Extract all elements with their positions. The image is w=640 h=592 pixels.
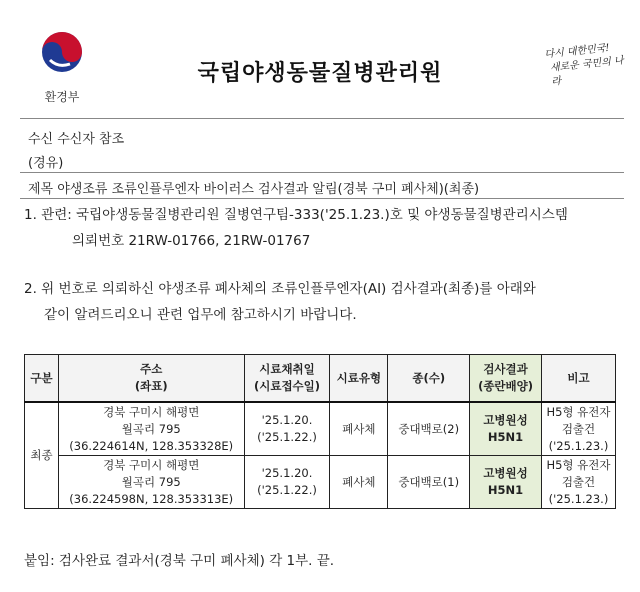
subject-line: 제목 야생조류 조류인플루엔자 바이러스 검사결과 알림(경북 구미 폐사체)(최종): [28, 182, 480, 197]
header-result: [470, 355, 542, 403]
address-cell: [58, 456, 244, 509]
header-address: [58, 355, 244, 403]
sample-type-cell: 폐사체: [330, 456, 388, 509]
note-date: ('25.1.23.): [548, 491, 609, 506]
logo-text: 환경부: [44, 90, 80, 104]
header-address-label: 주소: [140, 362, 163, 376]
table-row: [25, 402, 616, 456]
address-cell: [58, 402, 244, 456]
table-header-row: [25, 355, 616, 403]
date-cell: [244, 456, 330, 509]
note-line: 검출건: [561, 421, 596, 436]
sampling-date: '25.1.20.: [261, 466, 313, 480]
notice-paragraph: [24, 276, 630, 328]
note-cell: [541, 456, 615, 509]
notice-line-2: 같이 알려드리오니 관련 업무에 참고하시기 바랍니다.: [44, 307, 357, 323]
result-subtype: H5N1: [487, 430, 524, 444]
receipt-date: ('25.1.22.): [257, 430, 317, 444]
result-cell: [470, 402, 542, 456]
header-category: 구분: [25, 355, 59, 403]
subject-bottom-divider: [20, 198, 624, 199]
header-sampling-label: 시료채취일: [259, 362, 315, 376]
slogan-signature: [544, 40, 632, 93]
results-table: [24, 354, 616, 509]
note-line: H5형 유전자: [546, 457, 611, 472]
category-cell: 최종: [25, 402, 59, 509]
address-line: 경북 구미시 해평면: [103, 404, 200, 419]
notice-line-1: 2. 위 번호로 의뢰하신 야생조류 폐사체의 조류인플루엔자(AI) 검사결과(최종)를 아래와: [24, 281, 536, 297]
coordinates: (36.224614N, 128.353328E): [69, 438, 234, 453]
receipt-date: ('25.1.22.): [257, 483, 317, 497]
header-note: 비고: [541, 355, 615, 403]
sample-type-cell: 폐사체: [330, 402, 388, 456]
header-sample-type: 시료유형: [330, 355, 388, 403]
date-cell: [244, 402, 330, 456]
slogan-line-1: 다시 대한민국!: [544, 42, 610, 61]
result-pathogenicity: 고병원성: [483, 466, 528, 480]
sampling-date: '25.1.20.: [261, 413, 313, 427]
address-line: 월곡리 795: [121, 421, 181, 436]
header-sampling-date: [244, 355, 330, 403]
result-cell: [470, 456, 542, 509]
attachment-line: 붙임: 검사완료 결과서(경북 구미 폐사체) 각 1부. 끝.: [24, 553, 335, 569]
header-species: 종(수): [388, 355, 470, 403]
related-paragraph: [24, 202, 630, 254]
related-line-2: 의뢰번호 21RW-01766, 21RW-01767: [72, 233, 311, 249]
result-pathogenicity: 고병원성: [483, 413, 528, 427]
note-date: ('25.1.23.): [548, 438, 609, 453]
address-line: 경북 구미시 해평면: [103, 457, 200, 472]
recipient-line: 수신 수신자 참조: [28, 132, 125, 147]
header-receipt-label: (시료접수일): [253, 379, 321, 393]
header-divider: [20, 118, 624, 119]
header-result-label: 검사결과: [483, 362, 528, 376]
note-line: 검출건: [561, 474, 596, 489]
subject-top-divider: [20, 172, 624, 173]
address-line: 월곡리 795: [121, 474, 181, 489]
coordinates: (36.224598N, 128.353313E): [69, 491, 234, 506]
organization-title: 국립야생동물질병관리원: [197, 61, 443, 86]
header-culture-label: (종란배양): [478, 379, 534, 393]
species-cell: 중대백로(2): [388, 402, 470, 456]
header-coordinate-label: (좌표): [134, 379, 168, 393]
via-line: (경유): [28, 156, 64, 171]
note-cell: [541, 402, 615, 456]
note-line: H5형 유전자: [546, 404, 611, 419]
table-row: [25, 456, 616, 509]
related-line-1: 1. 관련: 국립야생동물질병관리원 질병연구팀-333('25.1.23.)호 및 야생동물질병관리시스템: [24, 207, 568, 223]
result-subtype: H5N1: [487, 483, 524, 497]
species-cell: 중대백로(1): [388, 456, 470, 509]
slogan-line-2: 새로운 국민의 나라: [549, 55, 625, 88]
